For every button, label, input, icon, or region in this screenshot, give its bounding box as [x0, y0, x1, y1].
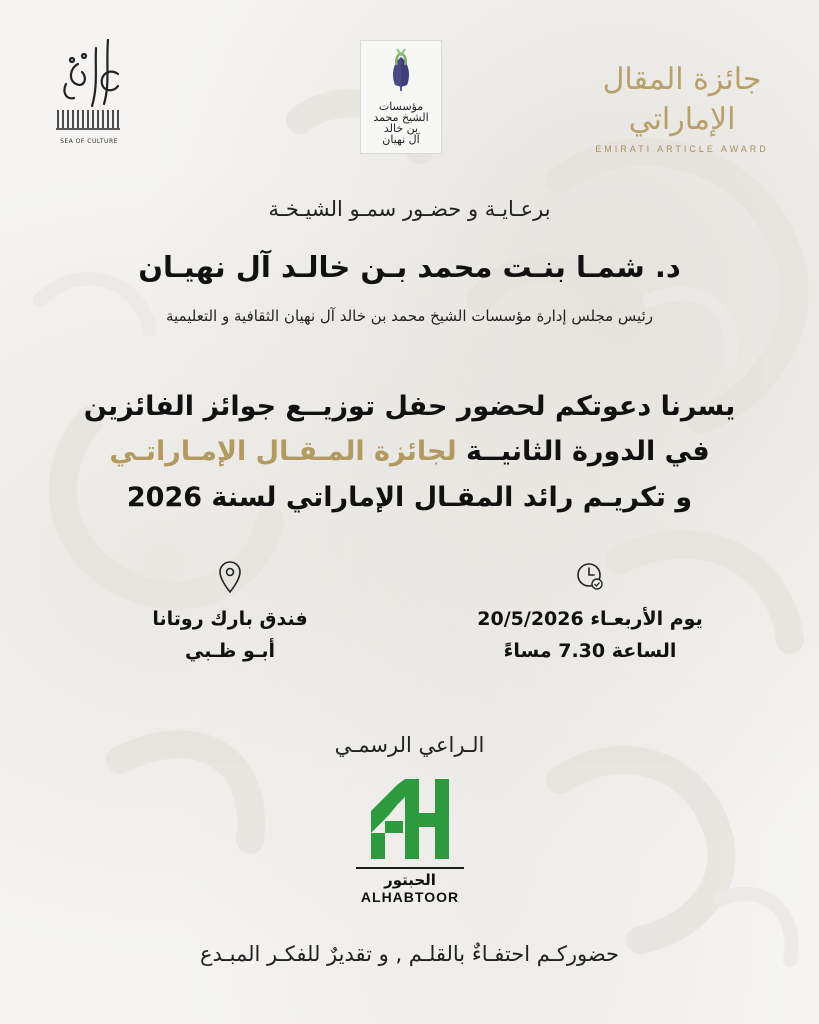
foundation-logo-line: آل نهيان [382, 133, 420, 146]
foundation-logo-text [361, 101, 441, 145]
sponsor-divider [356, 867, 464, 869]
award-name-highlight: لجائزة المـقـال الإمـاراتـي [109, 436, 457, 467]
foundation-logo-line: بن خالد [383, 122, 419, 135]
alhabtoor-emblem-icon [369, 775, 451, 859]
invitation-line-3: و تكريـم رائد المقـال الإماراتي لسنة 2026 [126, 482, 693, 513]
patronage-line: برعـايـة و حضـور سمـو الشيـخـة [268, 197, 551, 221]
emirati-article-award-logo [582, 60, 782, 154]
sea-of-culture-logo [48, 34, 130, 152]
location-pin-icon [218, 560, 242, 594]
foundation-logo-line: مؤسسات [378, 100, 424, 113]
invitation-line-1: يسرنا دعوتكم لحضور حفل توزيــع جوائز الفائزين [83, 391, 736, 422]
foundation-logo-line: الشيخ محمد [373, 111, 429, 124]
patron-name: د. شمـا بنـت محمد بـن خالـد آل نهيـان [138, 250, 681, 284]
venue-name: فندق بارك روتانا [152, 608, 308, 630]
award-logo-english: EMIRATI ARTICLE AWARD [595, 144, 769, 154]
invitation-line-2-prefix: في الدورة الثانيــة [466, 436, 710, 467]
sea-of-culture-calligraphy-icon [48, 34, 130, 134]
event-venue [135, 560, 325, 662]
sponsor-name-arabic: الحبتور [384, 871, 436, 889]
alhabtoor-logo [348, 775, 472, 915]
event-datetime [470, 560, 710, 662]
clock-icon [575, 560, 605, 592]
event-time: الساعة 7.30 مساءً [503, 640, 677, 662]
feather-quill-icon [381, 47, 421, 93]
award-logo-arabic: جائزة المقال الإماراتي [602, 62, 762, 137]
sea-of-culture-caption: SEA OF CULTURE [60, 138, 118, 145]
official-sponsor-label: الـراعي الرسمـي [334, 733, 485, 757]
foundation-logo [360, 40, 442, 154]
invitation-line-2 [0, 436, 819, 467]
patron-role: رئيس مجلس إدارة مؤسسات الشيخ محمد بن خالد آل نهيان الثقافية و التعليمية [165, 307, 653, 325]
footer-tagline: حضوركـم احتفـاءٌ بالقلـم , و تقديرٌ للفكـر المبـدع [199, 942, 620, 966]
event-date: يوم الأربعـاء 20/5/2026 [477, 608, 703, 630]
venue-city: أبـو ظـبي [184, 640, 276, 662]
sponsor-name-english: ALHABTOOR [360, 889, 460, 905]
